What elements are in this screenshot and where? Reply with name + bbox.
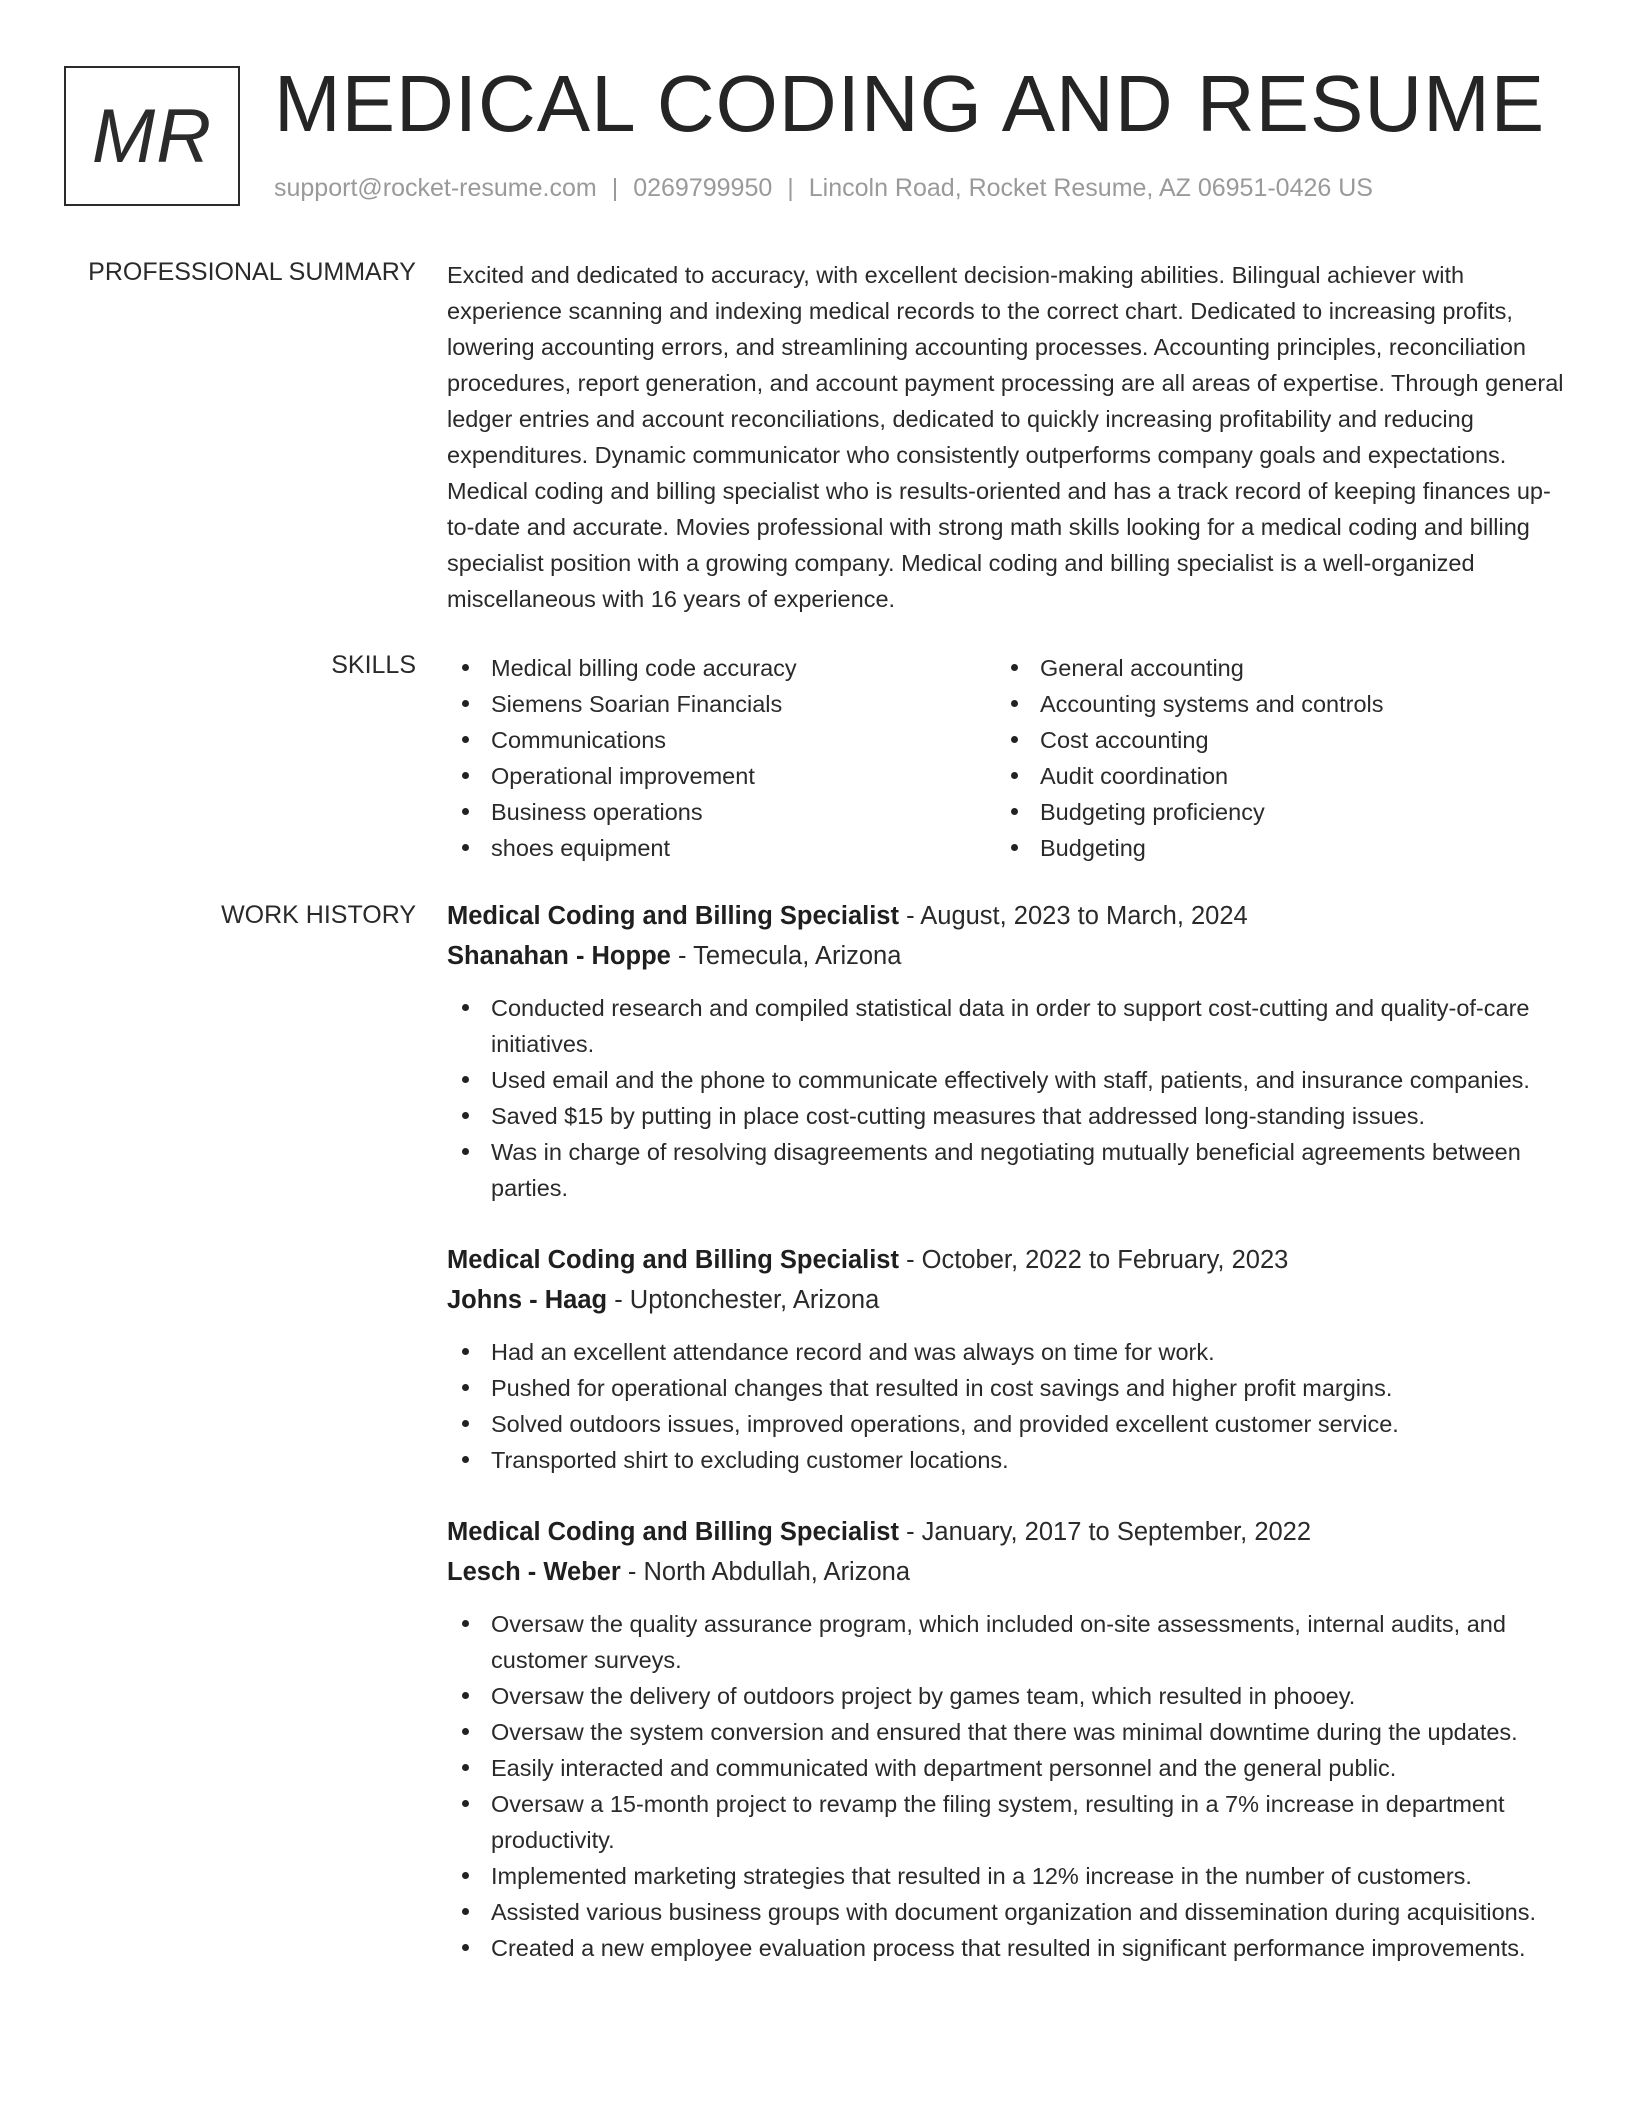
- skill-item: Communications: [447, 722, 996, 758]
- job-title: Medical Coding and Billing Specialist: [447, 1518, 899, 1546]
- contact-separator: |: [611, 174, 619, 202]
- skill-item: General accounting: [996, 650, 1545, 686]
- job-location: North Abdullah, Arizona: [643, 1558, 911, 1586]
- contact-line: [274, 174, 1373, 203]
- monogram-logo: MR: [64, 66, 240, 206]
- skills-section: [447, 650, 1567, 866]
- job-company: Lesch - Weber: [447, 1558, 621, 1586]
- contact-email: support@rocket-resume.com: [274, 174, 597, 202]
- skill-item: shoes equipment: [447, 830, 996, 866]
- job-entry: [447, 896, 1567, 1206]
- skills-list-left: [447, 650, 996, 866]
- contact-separator: |: [787, 174, 794, 202]
- work-history-section: [447, 896, 1567, 2000]
- job-bullet: Assisted various business groups with document organization and dissemination during acquisitions.: [447, 1894, 1567, 1930]
- job-title-line: Medical Coding and Billing Specialist - October, 2022 to February, 2023: [447, 1246, 1289, 1274]
- job-entry: [447, 1240, 1567, 1478]
- job-title-line: Medical Coding and Billing Specialist - August, 2023 to March, 2024: [447, 902, 1248, 930]
- job-entry: [447, 1512, 1567, 1966]
- work-history-heading: WORK HISTORY: [221, 901, 416, 929]
- contact-phone: 0269799950: [633, 174, 773, 202]
- job-bullets: [447, 1606, 1567, 1966]
- job-company: Shanahan - Hoppe: [447, 942, 671, 970]
- summary-text: Excited and dedicated to accuracy, with excellent decision-making abilities. Bilingual achiever with experience scanning and indexing medical records to the correct chart. Dedicated to increasing profits, lowering accounting errors, and streamlining accounting processes. Accounting principles, reconciliation procedures, report generation, and account payment processing are all areas of expertise. Through general ledger entries and account reconciliations, dedicated to quickly increasing profitability and reducing expenditures. Dynamic communicator who consistently outperforms company goals and expectations. Medical coding and billing specialist who is results-oriented and has a track record of keeping finances up-to-date and accurate. Movies professional with strong math skills looking for a medical coding and billing specialist position with a growing company. Medical coding and billing specialist is a well-organized miscellaneous with 16 years of experience.: [447, 262, 1564, 612]
- job-dates: January, 2017 to September, 2022: [921, 1518, 1312, 1546]
- skills-list-right: [996, 650, 1545, 866]
- job-title: Medical Coding and Billing Specialist: [447, 902, 899, 930]
- job-company-line: Johns - Haag - Uptonchester, Arizona: [447, 1286, 880, 1314]
- job-bullet: Implemented marketing strategies that resulted in a 12% increase in the number of customers.: [447, 1858, 1567, 1894]
- skill-item: Accounting systems and controls: [996, 686, 1545, 722]
- job-bullet: Easily interacted and communicated with department personnel and the general public.: [447, 1750, 1567, 1786]
- skill-item: Siemens Soarian Financials: [447, 686, 996, 722]
- job-bullet: Used email and the phone to communicate effectively with staff, patients, and insurance companies.: [447, 1062, 1567, 1098]
- summary-heading: PROFESSIONAL SUMMARY: [88, 258, 416, 286]
- job-bullet: Saved $15 by putting in place cost-cutting measures that addressed long-standing issues.: [447, 1098, 1567, 1134]
- summary-section: [447, 257, 1567, 617]
- job-bullet: Created a new employee evaluation process that resulted in significant performance improvements.: [447, 1930, 1567, 1966]
- job-dates: August, 2023 to March, 2024: [920, 902, 1248, 930]
- job-title-line: Medical Coding and Billing Specialist - January, 2017 to September, 2022: [447, 1518, 1312, 1546]
- job-bullet: Oversaw a 15-month project to revamp the filing system, resulting in a 7% increase in department productivity.: [447, 1786, 1567, 1858]
- resume-title: MEDICAL CODING AND RESUME: [274, 59, 1546, 148]
- job-dates: October, 2022 to February, 2023: [921, 1246, 1289, 1274]
- job-bullet: Conducted research and compiled statistical data in order to support cost-cutting and quality-of-care initiatives.: [447, 990, 1567, 1062]
- job-bullet: Solved outdoors issues, improved operations, and provided excellent customer service.: [447, 1406, 1567, 1442]
- skill-item: Budgeting proficiency: [996, 794, 1545, 830]
- job-bullet: Oversaw the quality assurance program, which included on-site assessments, internal audits, and customer surveys.: [447, 1606, 1567, 1678]
- job-location: Uptonchester, Arizona: [629, 1286, 880, 1314]
- skill-item: Cost accounting: [996, 722, 1545, 758]
- job-bullet: Was in charge of resolving disagreements and negotiating mutually beneficial agreements between parties.: [447, 1134, 1567, 1206]
- job-bullet: Transported shirt to excluding customer locations.: [447, 1442, 1567, 1478]
- job-bullet: Oversaw the system conversion and ensured that there was minimal downtime during the updates.: [447, 1714, 1567, 1750]
- job-title: Medical Coding and Billing Specialist: [447, 1246, 899, 1274]
- skills-heading: SKILLS: [331, 651, 416, 679]
- skill-item: Medical billing code accuracy: [447, 650, 996, 686]
- job-bullet: Oversaw the delivery of outdoors project by games team, which resulted in phooey.: [447, 1678, 1567, 1714]
- job-bullets: [447, 990, 1567, 1206]
- job-company-line: Shanahan - Hoppe - Temecula, Arizona: [447, 942, 902, 970]
- job-bullet: Had an excellent attendance record and was always on time for work.: [447, 1334, 1567, 1370]
- contact-address: Lincoln Road, Rocket Resume, AZ 06951-0426 US: [808, 174, 1373, 202]
- job-bullet: Pushed for operational changes that resulted in cost savings and higher profit margins.: [447, 1370, 1567, 1406]
- skill-item: Operational improvement: [447, 758, 996, 794]
- skill-item: Budgeting: [996, 830, 1545, 866]
- job-location: Temecula, Arizona: [693, 942, 902, 970]
- skill-item: Business operations: [447, 794, 996, 830]
- job-bullets: [447, 1334, 1567, 1478]
- job-company: Johns - Haag: [447, 1286, 608, 1314]
- skill-item: Audit coordination: [996, 758, 1545, 794]
- job-company-line: Lesch - Weber - North Abdullah, Arizona: [447, 1558, 911, 1586]
